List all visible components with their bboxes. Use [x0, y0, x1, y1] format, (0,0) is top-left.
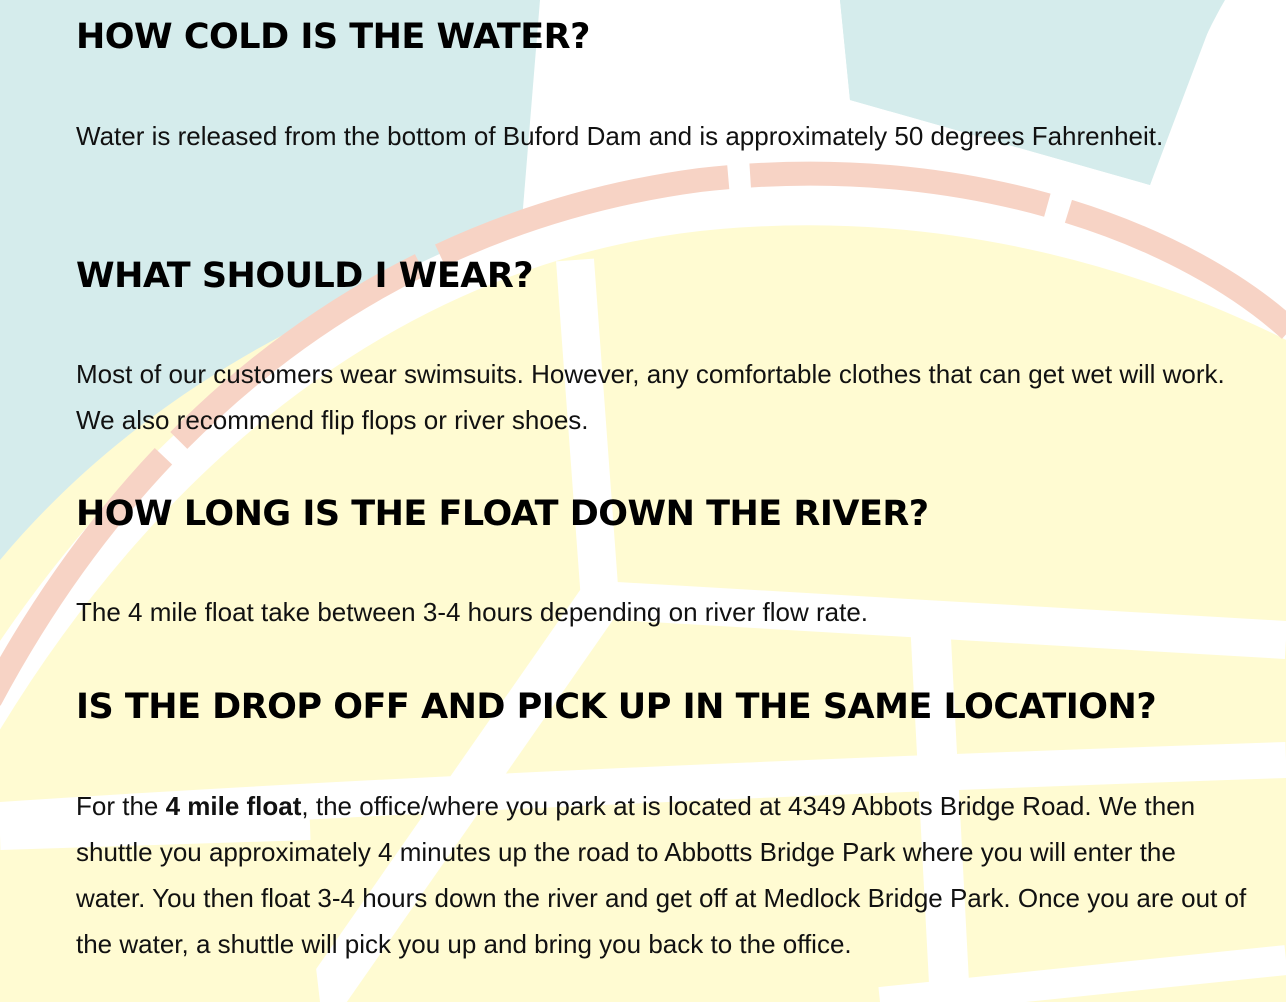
faq-question-drop-off-pick-up: IS THE DROP OFF AND PICK UP IN THE SAME LOCATION?	[76, 687, 1157, 727]
faq-answer-what-to-wear: Most of our customers wear swimsuits. However, any comfortable clothes that can get wet will work. We also recommend flip flops or river shoes.	[76, 359, 1225, 435]
faq-answer-drop-off-pick-up	[76, 783, 1251, 967]
answer-text-prefix: For the	[76, 791, 166, 821]
faq-question-what-to-wear: WHAT SHOULD I WEAR?	[76, 256, 534, 296]
faq-answer-float-duration: The 4 mile float take between 3-4 hours depending on river flow rate.	[76, 597, 869, 627]
answer-text-suffix: , the office/where you park at is located at 4349 Abbots Bridge Road. We then shuttle you approximately 4 minutes up the road to Abbotts Bridge Park where you will enter the water. You then float 3-4 hours down the river and get off at Medlock Bridge Park. Once you are out of the water, a shuttle will pick you up and bring you back to the office.	[76, 791, 1247, 959]
faq-question-float-duration: HOW LONG IS THE FLOAT DOWN THE RIVER?	[76, 494, 929, 534]
answer-bold-float-distance: 4 mile float	[165, 791, 302, 821]
faq-question-water-temperature: HOW COLD IS THE WATER?	[76, 17, 590, 57]
faq-answer-water-temperature: Water is released from the bottom of Buford Dam and is approximately 50 degrees Fahrenheit.	[76, 121, 1164, 151]
